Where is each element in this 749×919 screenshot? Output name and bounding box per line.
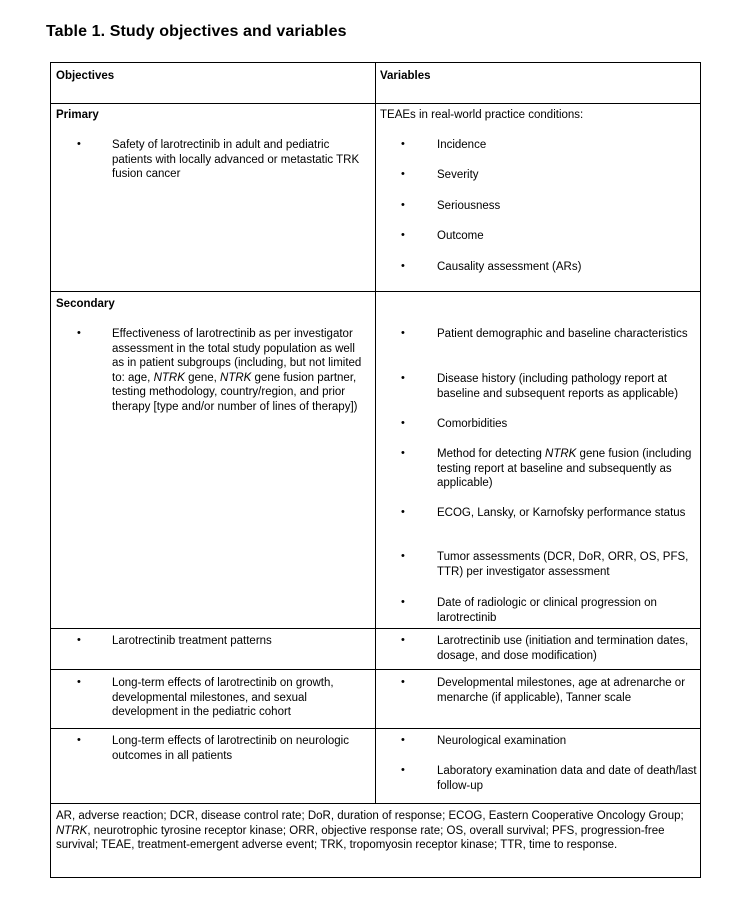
bullet-icon: •	[77, 327, 81, 339]
objectives-header: Objectives	[56, 70, 115, 82]
bullet-icon: •	[401, 168, 405, 180]
bullet-icon: •	[401, 260, 405, 272]
bullet-icon: •	[401, 372, 405, 384]
variable-item: Causality assessment (ARs)	[437, 261, 582, 273]
bullet-icon: •	[401, 138, 405, 150]
bullet-icon: •	[401, 734, 405, 746]
bullet-icon: •	[401, 634, 405, 646]
variable-item: Outcome	[437, 230, 484, 242]
variable-item: Comorbidities	[437, 418, 508, 430]
bullet-icon: •	[77, 734, 81, 746]
variable-item: Severity	[437, 169, 479, 181]
variable-item: Tumor assessments (DCR, DoR, ORR, OS, PFS, TTR) per investigator assessment	[437, 551, 689, 578]
variable-item: Neurological examination	[437, 735, 567, 747]
bullet-icon: •	[401, 550, 405, 562]
variable-item: Patient demographic and baseline characteristics	[437, 328, 688, 340]
bullet-icon: •	[401, 417, 405, 429]
bullet-icon: •	[77, 634, 81, 646]
variable-item: ECOG, Lansky, or Karnofsky performance status	[437, 507, 686, 519]
row-divider	[51, 103, 700, 104]
table-footnote: AR, adverse reaction; DCR, disease control rate; DoR, duration of response; ECOG, Eastern Cooperative Oncology Group; NTRK, neurotrophic tyrosine receptor kinase; ORR, objective response rate; OS, overall survival; PFS, progression-free survival; TEAE, treatment-emergent adverse event; TRK, tropomyosin receptor kinase; TTR, time to response.	[56, 810, 684, 851]
primary-objective: Safety of larotrectinib in adult and pediatric patients with locally advanced or metastatic TRK fusion cancer	[112, 139, 360, 180]
row-divider	[51, 291, 700, 292]
bullet-icon: •	[401, 199, 405, 211]
row-divider	[51, 628, 700, 629]
row-divider	[51, 669, 700, 670]
objectives-table	[50, 62, 701, 878]
growth-objective: Long-term effects of larotrectinib on growth, developmental milestones, and sexual development in the pediatric cohort	[112, 677, 334, 718]
table-title: Table 1. Study objectives and variables	[46, 23, 347, 40]
primary-label: Primary	[56, 109, 99, 121]
secondary-label: Secondary	[56, 298, 115, 310]
neurologic-objective: Long-term effects of larotrectinib on neurologic outcomes in all patients	[112, 735, 349, 762]
variable-item: Seriousness	[437, 200, 501, 212]
variable-item: Incidence	[437, 139, 487, 151]
variable-item: Laboratory examination data and date of death/last follow-up	[437, 765, 697, 792]
column-divider	[375, 63, 376, 803]
bullet-icon: •	[77, 676, 81, 688]
bullet-icon: •	[401, 229, 405, 241]
bullet-icon: •	[401, 764, 405, 776]
variables-header: Variables	[380, 70, 431, 82]
row-divider	[51, 803, 700, 804]
bullet-icon: •	[401, 596, 405, 608]
bullet-icon: •	[401, 506, 405, 518]
developmental-variable: Developmental milestones, age at adrenarche or menarche (if applicable), Tanner scale	[437, 677, 686, 704]
row-divider	[51, 728, 700, 729]
variable-item: Date of radiologic or clinical progression on larotrectinib	[437, 597, 657, 624]
secondary-objective: Effectiveness of larotrectinib as per investigator assessment in the total study population as well as in patient subgroups (including, but not limited to: age, NTRK gene, NTRK gene fusion partner, testing methodology, country/region, and prior therapy [type and/or number of lines of therapy])	[112, 328, 362, 413]
primary-variables-intro: TEAEs in real-world practice conditions:	[380, 109, 584, 121]
bullet-icon: •	[401, 676, 405, 688]
treatment-use-variable: Larotrectinib use (initiation and termination dates, dosage, and dose modification)	[437, 635, 689, 662]
variable-item: Disease history (including pathology report at baseline and subsequent reports as applicable)	[437, 373, 679, 400]
bullet-icon: •	[401, 447, 405, 459]
variable-item: Method for detecting NTRK gene fusion (including testing report at baseline and subsequently as applicable)	[437, 448, 692, 489]
bullet-icon: •	[77, 138, 81, 150]
bullet-icon: •	[401, 327, 405, 339]
treatment-patterns-objective: Larotrectinib treatment patterns	[112, 635, 272, 647]
